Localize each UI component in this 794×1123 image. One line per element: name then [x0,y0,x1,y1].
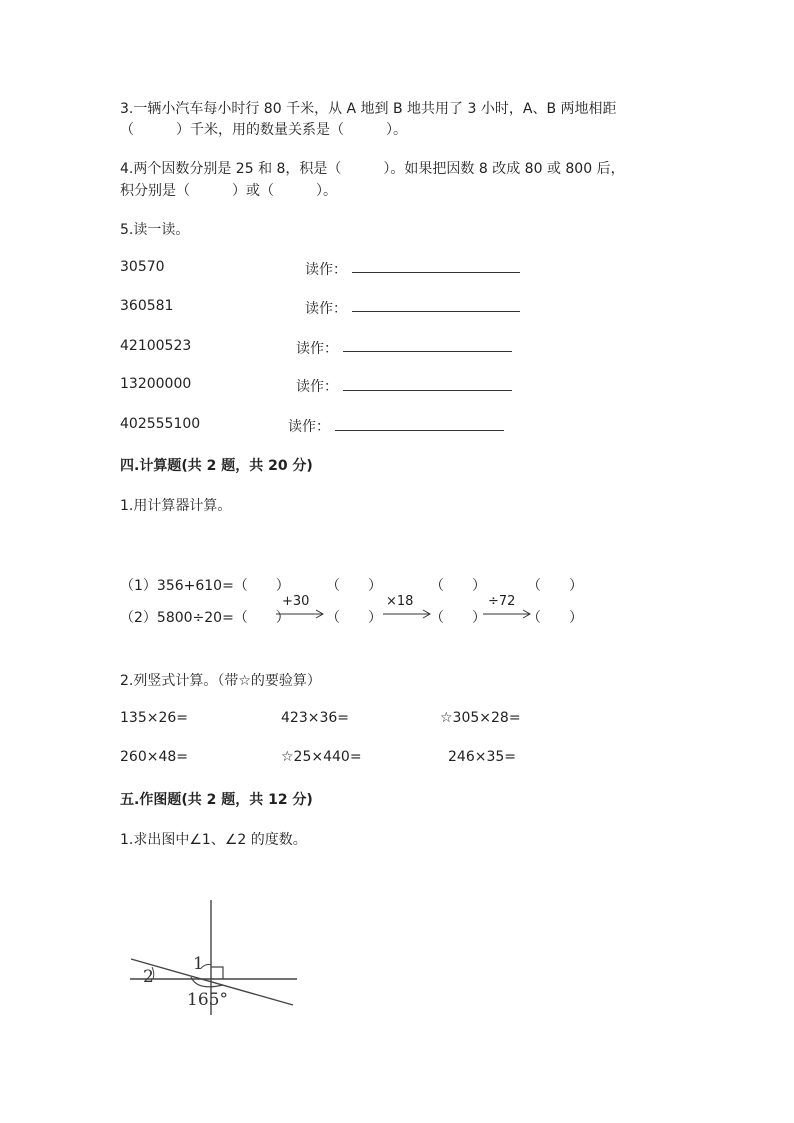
chain-row2-prefix: （2）5800÷20=（ ） [120,610,290,626]
chain-row1-blank[interactable]: （ ） [527,578,583,594]
read-label: 读作： [296,341,338,357]
chain-row2-blank[interactable]: （ ） [430,610,486,626]
read-label: 读作： [305,301,347,317]
number-5: 402555100 [120,416,201,432]
section4-q1-title: 1.用计算器计算。 [120,498,232,514]
angle-figure [125,895,305,1015]
expression: 423×36= [281,710,349,726]
expression: 260×48= [120,749,188,765]
chain-row2-blank[interactable]: （ ） [527,610,583,626]
answer-line[interactable] [343,351,512,352]
number-2: 360581 [120,298,174,314]
angle-value-label: 165° [187,990,228,1010]
read-label: 读作： [296,379,338,395]
chain-row1-blank[interactable]: （ ） [326,578,382,594]
q4-line2: 积分别是（ ）或（ ）。 [120,183,337,199]
section5-heading: 五.作图题(共 2 题，共 12 分) [120,792,313,808]
q3-line2: （ ）千米，用的数量关系是（ ）。 [120,122,407,138]
arrow-icon [483,609,533,619]
q3-line1: 3.一辆小汽车每小时行 80 千米，从 A 地到 B 地共用了 3 小时，A、B 两地相距 [120,101,617,117]
expression: ☆25×440= [281,749,362,765]
read-label: 读作： [288,419,330,435]
section4-q2-title: 2.列竖式计算。（带☆的要验算） [120,673,321,689]
arrow-icon [276,609,326,619]
op-label: +30 [282,594,310,609]
number-1: 30570 [120,259,165,275]
angle-2-label: 2 [143,967,154,987]
op-label: ÷72 [488,594,516,609]
expression: 246×35= [448,749,516,765]
answer-line[interactable] [352,311,520,312]
number-4: 13200000 [120,376,192,392]
section5-q1-title: 1.求出图中∠1、∠2 的度数。 [120,832,307,848]
arrow-icon [383,609,433,619]
expression: 135×26= [120,710,188,726]
section4-heading: 四.计算题(共 2 题，共 20 分) [120,458,313,474]
expression: ☆305×28= [440,710,521,726]
number-3: 42100523 [120,338,192,354]
q4-line1: 4.两个因数分别是 25 和 8，积是（ ）。如果把因数 8 改成 80 或 800 后， [120,161,625,177]
read-label: 读作： [305,262,347,278]
answer-line[interactable] [335,430,504,431]
answer-line[interactable] [352,272,520,273]
answer-line[interactable] [343,390,512,391]
chain-row1-prefix: （1）356+610=（ ） [120,578,290,594]
chain-row2-blank[interactable]: （ ） [326,610,382,626]
chain-row1-blank[interactable]: （ ） [430,578,486,594]
angle-1-label: 1 [193,954,204,974]
q5-title: 5.读一读。 [120,222,190,238]
op-label: ×18 [386,594,414,609]
